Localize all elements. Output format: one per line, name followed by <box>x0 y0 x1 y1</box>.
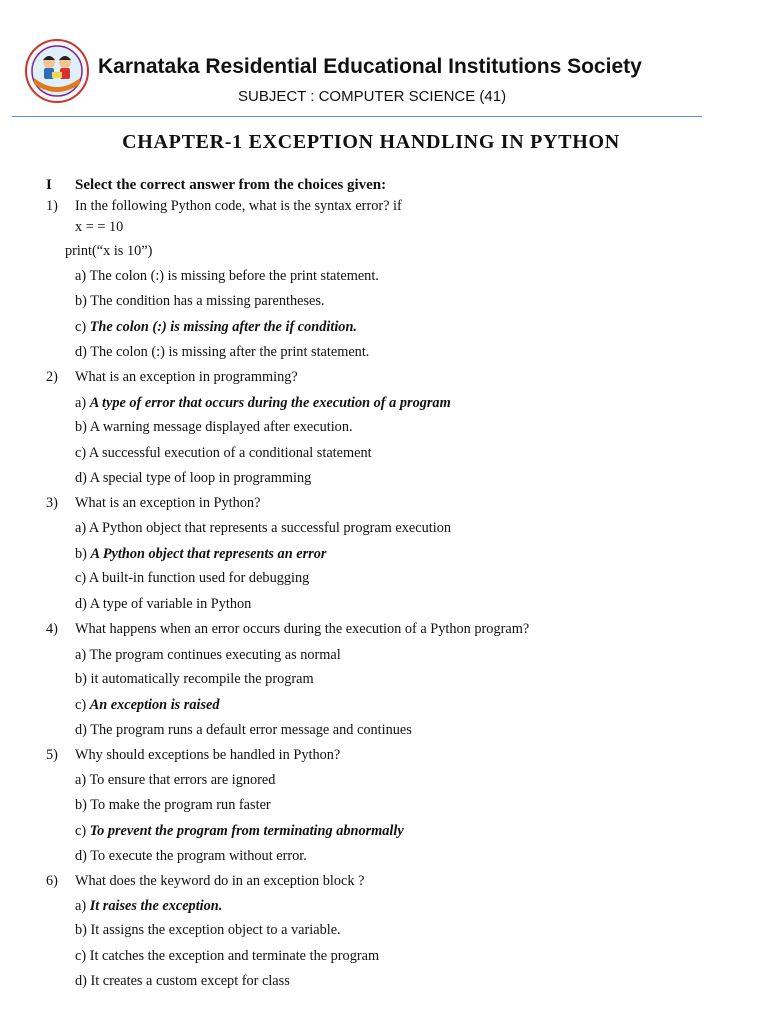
option-a <box>75 519 451 537</box>
code-line-2: print(“x is 10”) <box>65 243 153 259</box>
code-line-1: x = = 10 <box>75 219 124 235</box>
option-b <box>75 796 271 814</box>
option-letter: a) <box>75 395 87 411</box>
question-number: 3) <box>46 495 58 511</box>
option-letter: d) <box>75 470 87 486</box>
option-d <box>75 595 251 613</box>
option-text: To ensure that errors are ignored <box>89 772 276 788</box>
option-letter: b) <box>75 546 87 562</box>
question-text: What is an exception in Python? <box>75 495 261 511</box>
option-text: it automatically recompile the program <box>90 671 314 687</box>
option-letter: a) <box>75 898 87 914</box>
option-c <box>75 318 357 336</box>
correct-answer: The colon (:) is missing after the if condition. <box>89 319 357 335</box>
option-b <box>75 921 341 939</box>
option-d <box>75 469 311 487</box>
option-text: The program continues executing as normal <box>89 647 341 663</box>
section-heading <box>46 177 386 194</box>
option-b <box>75 670 314 688</box>
option-text: A built-in function used for debugging <box>88 570 310 586</box>
correct-answer: To prevent the program from terminating abnormally <box>89 823 404 839</box>
option-letter: d) <box>75 848 87 864</box>
option-c <box>75 696 220 714</box>
option-letter: c) <box>75 445 87 461</box>
option-text: It assigns the exception object to a variable. <box>90 922 341 938</box>
option-c <box>75 947 379 965</box>
option-a <box>75 646 341 664</box>
option-c <box>75 822 404 840</box>
question-number: 6) <box>46 873 58 889</box>
option-b <box>75 545 326 563</box>
option-text: The condition has a missing parentheses. <box>90 293 325 309</box>
institution-logo <box>22 38 92 104</box>
option-a <box>75 267 379 285</box>
option-c <box>75 444 372 462</box>
option-text: It creates a custom except for class <box>90 973 290 989</box>
option-text: The colon (:) is missing before the print statement. <box>89 268 379 284</box>
option-d <box>75 972 290 990</box>
correct-answer: An exception is raised <box>89 697 220 713</box>
option-letter: c) <box>75 697 87 713</box>
option-letter: a) <box>75 268 87 284</box>
option-d <box>75 721 412 739</box>
question-text: Why should exceptions be handled in Python? <box>75 747 341 763</box>
option-a <box>75 394 451 412</box>
option-text: The program runs a default error message and continues <box>90 722 412 738</box>
option-text: A successful execution of a conditional statement <box>88 445 372 461</box>
option-text: To make the program run faster <box>90 797 271 813</box>
option-text: It catches the exception and terminate the program <box>89 948 380 964</box>
correct-answer: A type of error that occurs during the execution of a program <box>89 395 451 411</box>
question-5 <box>46 746 340 764</box>
question-3 <box>46 494 260 512</box>
question-number: 4) <box>46 621 58 637</box>
option-text: A Python object that represents a successful program execution <box>88 520 451 536</box>
option-letter: d) <box>75 722 87 738</box>
option-letter: b) <box>75 419 87 435</box>
option-b <box>75 418 353 436</box>
subject-line: SUBJECT : COMPUTER SCIENCE (41) <box>238 88 507 105</box>
option-letter: b) <box>75 922 87 938</box>
question-text: What does the keyword do in an exception block ? <box>75 873 365 889</box>
option-text: The colon (:) is missing after the print statement. <box>90 344 370 360</box>
question-1 <box>46 197 402 215</box>
option-a <box>75 897 222 915</box>
option-b <box>75 292 325 310</box>
option-text: A type of variable in Python <box>89 596 252 612</box>
option-c <box>75 569 309 587</box>
option-letter: b) <box>75 293 87 309</box>
header-divider <box>12 116 702 117</box>
option-d <box>75 847 307 865</box>
correct-answer: A Python object that represents an error <box>90 546 327 562</box>
organization-title: Karnataka Residential Educational Institutions Society <box>98 55 642 78</box>
question-text: What happens when an error occurs during the execution of a Python program? <box>75 621 530 637</box>
question-text: What is an exception in programming? <box>75 369 298 385</box>
option-letter: a) <box>75 647 87 663</box>
question-number: 1) <box>46 198 58 214</box>
option-d <box>75 343 369 361</box>
option-a <box>75 771 275 789</box>
option-letter: a) <box>75 520 87 536</box>
option-letter: a) <box>75 772 87 788</box>
question-4 <box>46 620 529 638</box>
option-letter: c) <box>75 823 87 839</box>
option-text: A warning message displayed after execution. <box>89 419 353 435</box>
option-letter: d) <box>75 973 87 989</box>
section-title: Select the correct answer from the choices given: <box>75 177 387 193</box>
option-letter: c) <box>75 319 87 335</box>
option-letter: d) <box>75 596 87 612</box>
option-text: A special type of loop in programming <box>89 470 312 486</box>
section-numeral: I <box>46 177 52 193</box>
question-6 <box>46 872 364 890</box>
question-number: 5) <box>46 747 58 763</box>
option-letter: c) <box>75 948 87 964</box>
correct-answer: It raises the exception. <box>89 898 223 914</box>
option-letter: b) <box>75 797 87 813</box>
question-number: 2) <box>46 369 58 385</box>
option-letter: d) <box>75 344 87 360</box>
option-letter: c) <box>75 570 87 586</box>
question-2 <box>46 368 298 386</box>
question-text: In the following Python code, what is the syntax error? if <box>75 198 402 214</box>
chapter-title: CHAPTER-1 EXCEPTION HANDLING IN PYTHON <box>122 131 620 153</box>
option-text: To execute the program without error. <box>90 848 307 864</box>
option-letter: b) <box>75 671 87 687</box>
